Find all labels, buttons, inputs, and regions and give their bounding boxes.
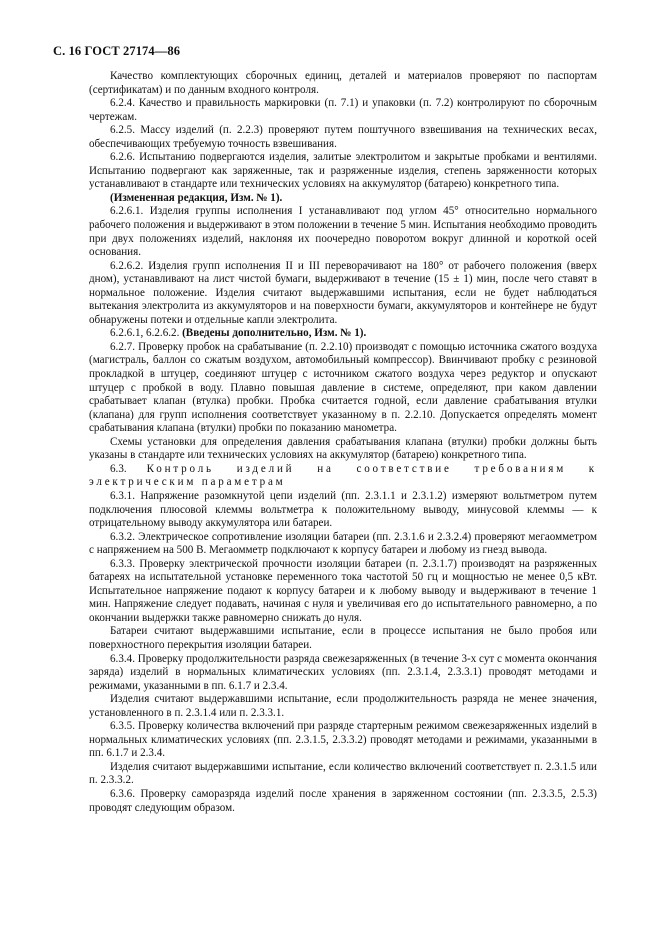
paragraph-6-3-2: 6.3.2. Электрическое сопротивление изоляции батареи (пп. 2.3.1.6 и 2.3.2.4) проверяют мегаомметром с напряжением на 500 В. Мегаомметр подключают к корпусу батареи и любому из гнезд вывода. [89, 530, 597, 557]
section-6-3-number: 6.3. [110, 462, 147, 475]
paragraph-schemes: Схемы установки для определения давления срабатывания клапана (втулки) пробки должны быть указаны в стандарте или технических условиях на аккумулятор (батарею) конкретного типа. [89, 435, 597, 462]
page-header: С. 16 ГОСТ 27174—86 [53, 44, 181, 58]
section-6-3-heading [89, 463, 597, 490]
paragraph-6-3-1: 6.3.1. Напряжение разомкнутой цепи изделий (пп. 2.3.1.1 и 2.3.1.2) измеряют вольтметром путем подключения плюсовой клеммы вольтметра к положительному выводу, минусовой клеммы — к отрицательному выводу аккумулятора или батареи. [89, 489, 597, 530]
paragraph-6-3-3: 6.3.3. Проверку электрической прочности изоляции батареи (п. 2.3.1.7) производят на разряженных батареях на испытательной установке переменного тока частотой 50 гц и мощностью не менее 0,5 кВт. Испытательное напряжение подают к корпусу батареи и к любому выводу и выдерживают в течение 1 мин. Напряжение следует подавать, начиная с нуля и увеличивая его до испытательного равномерно, а по окончании выдержки также равномерно снижать до нуля. [89, 557, 597, 624]
amendment-note-2-lead: 6.2.6.1, 6.2.6.2. [110, 327, 183, 340]
document-body [89, 70, 597, 815]
paragraph-6-2-6-1: 6.2.6.1. Изделия группы исполнения I устанавливают под углом 45° относительно нормального рабочего положения и выдерживают в этом положении в течение 5 мин. Испытания необходимо проводить при двух положениях изделий, наклоняя их поочередно поворотом вокруг длинной и короткой осей основания. [89, 205, 597, 259]
paragraph-components-quality: Качество комплектующих сборочных единиц, деталей и материалов проверяют по паспортам (сертификатам) и по данным входного контроля. [89, 70, 597, 96]
section-6-3-title: Контроль изделий на соответствие требованиям к электрическим параметрам [89, 462, 598, 489]
paragraph-6-3-5: 6.3.5. Проверку количества включений при разряде стартерным режимом свежезаряженных изделий в нормальных климатических условиях (пп. 2.3.1.5, 2.3.3.2) проводят методами и режимами, указанными в пп. 6.1.7 и 2.3.4. [89, 720, 597, 760]
paragraph-6-2-5: 6.2.5. Массу изделий (п. 2.2.3) проверяют путем поштучного взвешивания на технических весах, обеспечивающих требуемую точность взвешивания. [89, 124, 597, 150]
paragraph-6-2-6-2: 6.2.6.2. Изделия групп исполнения II и III переворачивают на 180° от рабочего положения (вверх дном), устанавливают на лист чистой бумаги, выдерживают в течение (15 ± 1) мин, после чего ставят в нормальное положение. Изделия считают выдержавшими испытания, если не будет наблюдаться вытекания электролита из аккумуляторов и на поверхности бумаги, аккумуляторов и контейнере не будут обнаружены потеки и отдельные капли электролита. [89, 259, 597, 326]
paragraph-6-2-6: 6.2.6. Испытанию подвергаются изделия, залитые электролитом и закрытые пробками и вентилями. Испытанию подвергают как заряженные, так и разряженные изделия, степень заряженности которых устанавливают в стандарте или технических условиях на аккумулятор (батарею) конкретного типа. [89, 151, 597, 191]
paragraph-6-2-7: 6.2.7. Проверку пробок на срабатывание (п. 2.2.10) производят с помощью источника сжатого воздуха (магистраль, баллон со сжатым воздухом, автомобильный компрессор). Ввинчивают пробку с резиновой прокладкой в штуцер, соединяют штуцер с источником сжатого воздуха через редуктор и опускают штуцер с пробкой в воду. Плавно повышая давление в системе, определяют, при каком давлении срабатывает клапан (втулка) пробки. Пробка считается годной, если давление срабатывания втулки (клапана) для групп исполнения соответствует указанному в п. 2.2.10. Допускается определять момент срабатывания клапана (втулки) пробки по показанию манометра. [89, 340, 597, 435]
paragraph-starts-result: Изделия считают выдержавшими испытание, если количество включений соответствует п. 2.3.1.5 или п. 2.3.3.2. [89, 760, 597, 787]
paragraph-discharge-result: Изделия считают выдержавшими испытание, если продолжительность разряда не менее значения, установленного в п. 2.3.1.4 или п. 2.3.3.1. [89, 693, 597, 719]
paragraph-6-3-6: 6.3.6. Проверку саморазряда изделий после хранения в заряженном состоянии (пп. 2.3.3.5, 2.5.3) проводят следующим образом. [89, 787, 597, 814]
amendment-note-2 [89, 327, 597, 341]
paragraph-6-3-4: 6.3.4. Проверку продолжительности разряда свежезаряженных (в течение 3-х сут с момента окончания заряда) изделий в нормальных климатических условиях (пп. 2.3.1.4, 2.3.3.1) проводят методами и режимами, указанными в пп. 6.1.7 и 2.3.4. [89, 652, 597, 692]
amendment-note-1: (Измененная редакция, Изм. № 1). [110, 191, 283, 204]
paragraph-insulation-result: Батареи считают выдержавшими испытание, если в процессе испытания не было пробоя или поверхностного перекрытия изоляции батареи. [89, 625, 597, 651]
paragraph-6-2-4: 6.2.4. Качество и правильность маркировки (п. 7.1) и упаковки (п. 7.2) контролируют по сборочным чертежам. [89, 97, 597, 123]
amendment-note-2-bold: (Введены дополнительно, Изм. № 1). [182, 327, 367, 340]
